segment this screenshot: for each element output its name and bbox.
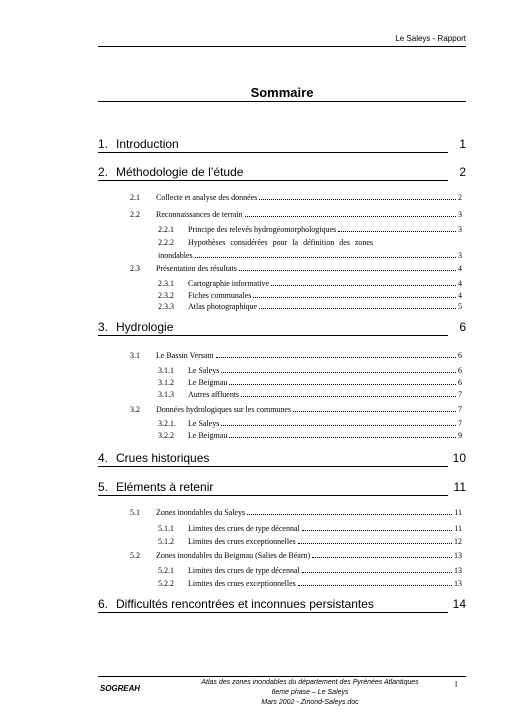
- toc-entry[interactable]: [130, 405, 462, 414]
- chapter-page: 14: [452, 597, 466, 611]
- chapter-title: Méthodologie de l’étude: [116, 165, 244, 179]
- leader-dots: [253, 297, 456, 298]
- entry-page: 6: [458, 351, 462, 360]
- entry-page: 4: [458, 291, 462, 300]
- chapter-title: Difficultés rencontrées et inconnues persistantes: [116, 597, 374, 611]
- entry-number: 2.2: [130, 210, 140, 219]
- toc-entry[interactable]: [130, 508, 462, 517]
- toc-entry[interactable]: [130, 351, 462, 360]
- leader-dots: [229, 437, 456, 438]
- chapter-title: Introduction: [116, 137, 179, 151]
- entry-number: 5.1.1: [158, 524, 174, 533]
- entry-number: 5.2.1: [158, 566, 174, 575]
- entry-number: 2.3: [130, 264, 140, 273]
- entry-page: 5: [458, 302, 462, 311]
- chapter-number: 5.: [98, 480, 109, 494]
- entry-page: 2: [458, 193, 462, 202]
- entry-title: Fiches communales: [188, 291, 252, 300]
- entry-title: Limites des crues de type décennal: [188, 524, 300, 533]
- entry-title: Principe des relevés hydrogéomorphologiques: [188, 225, 337, 234]
- entry-page: 13: [454, 566, 462, 575]
- chapter-page: 11: [453, 480, 466, 494]
- toc-entry[interactable]: [158, 524, 462, 533]
- footer-line-1: Atlas des zones inondables du département des Pyrénées Atlantiques: [201, 679, 419, 686]
- entry-title: Zones inondables du Beigmau (Salies de Béarn): [156, 551, 311, 560]
- page-header: Le Saleys - Rapport: [395, 34, 466, 43]
- toc-entry-continuation[interactable]: [158, 251, 462, 260]
- footer-rule: [98, 676, 466, 677]
- entry-number: 2.3.3: [158, 302, 174, 311]
- leader-dots: [245, 216, 456, 217]
- entry-number: 2.2.1: [158, 225, 174, 234]
- entry-page: 11: [454, 524, 462, 533]
- chapter-underline: [98, 180, 448, 181]
- entry-page: 13: [454, 579, 462, 588]
- logo-text: SOGREAH: [100, 684, 140, 693]
- toc-chapter-1[interactable]: [98, 137, 466, 151]
- entry-number: 2.3.2: [158, 291, 174, 300]
- entry-title: Le Beigmau: [188, 378, 228, 387]
- footer-line-3: Mars 2002 - Zinond-Saleys.doc: [261, 699, 359, 706]
- leader-dots: [239, 270, 456, 271]
- entry-title: Autres affluents: [188, 390, 240, 399]
- toc-chapter-2[interactable]: [98, 165, 466, 179]
- leader-dots: [298, 585, 452, 586]
- leader-dots: [259, 199, 456, 200]
- toc-entry[interactable]: [130, 551, 462, 560]
- toc-entry[interactable]: [158, 566, 462, 575]
- leader-dots: [312, 557, 452, 558]
- entry-number: 3.1.2: [158, 378, 174, 387]
- toc-entry[interactable]: [158, 302, 462, 311]
- leader-dots: [302, 530, 453, 531]
- toc-entry[interactable]: [130, 264, 462, 273]
- entry-title: Le Beigmau: [188, 431, 228, 440]
- chapter-number: 3.: [98, 320, 109, 334]
- chapter-page: 2: [459, 165, 466, 179]
- leader-dots: [338, 231, 456, 232]
- entry-page: 12: [454, 537, 462, 546]
- entry-title: Présentation des résultats: [156, 264, 237, 273]
- entry-number: 5.2: [130, 551, 140, 560]
- toc-entry[interactable]: [130, 193, 462, 202]
- leader-dots: [247, 514, 452, 515]
- entry-page: 3: [458, 210, 462, 219]
- entry-page: 7: [458, 405, 462, 414]
- toc-entry[interactable]: [158, 390, 462, 399]
- footer-line-2: 6eme phase – Le Saleys: [271, 689, 349, 696]
- entry-page: 11: [454, 508, 462, 517]
- chapter-title: Eléments à retenir: [116, 480, 214, 494]
- entry-title: Collecte et analyse des données: [156, 193, 258, 202]
- entry-page: 4: [458, 264, 462, 273]
- toc-entry[interactable]: [158, 279, 462, 288]
- leader-dots: [302, 572, 452, 573]
- entry-title: Atlas photographique: [188, 302, 258, 311]
- entry-title: Le Bassin Versant: [156, 351, 214, 360]
- page-title: Sommaire: [250, 85, 314, 100]
- leader-dots: [221, 372, 456, 373]
- entry-number: 5.2.2: [158, 579, 174, 588]
- chapter-underline: [98, 466, 448, 467]
- entry-title: Le Saleys: [188, 366, 220, 375]
- entry-title: Données hydrologiques sur les communes: [156, 405, 292, 414]
- leader-dots: [221, 425, 456, 426]
- toc-chapter-6[interactable]: [98, 597, 466, 611]
- chapter-title: Hydrologie: [116, 320, 174, 334]
- toc-entry[interactable]: [158, 238, 462, 247]
- chapter-underline: [98, 495, 448, 496]
- chapter-number: 4.: [98, 451, 109, 465]
- toc-entry[interactable]: [158, 291, 462, 300]
- toc-entry[interactable]: [158, 431, 462, 440]
- chapter-number: 6.: [98, 597, 109, 611]
- toc-entry[interactable]: [158, 378, 462, 387]
- entry-number: 2.3.1: [158, 279, 174, 288]
- leader-dots: [271, 285, 456, 286]
- entry-title: Cartographie informative: [188, 279, 270, 288]
- chapter-title: Crues historiques: [116, 451, 210, 465]
- entry-number: 5.1.2: [158, 537, 174, 546]
- leader-dots: [195, 257, 456, 258]
- chapter-underline: [98, 152, 448, 153]
- toc-chapter-4[interactable]: [98, 451, 466, 465]
- entry-page: 6: [458, 366, 462, 375]
- toc-entry[interactable]: [130, 210, 462, 219]
- entry-page: 3: [458, 251, 462, 260]
- entry-page: 13: [454, 551, 462, 560]
- page-number: I: [455, 680, 458, 689]
- entry-title: Limites des crues exceptionnelles: [188, 537, 296, 546]
- chapter-underline: [98, 335, 448, 336]
- entry-page: 6: [458, 378, 462, 387]
- leader-dots: [216, 357, 456, 358]
- header-rule: [98, 46, 466, 47]
- chapter-number: 1.: [98, 137, 109, 151]
- entry-number: 3.1.3: [158, 390, 174, 399]
- toc-entry[interactable]: [158, 579, 462, 588]
- toc-entry[interactable]: [158, 419, 462, 428]
- entry-number: 2.1: [130, 193, 140, 202]
- chapter-number: 2.: [98, 165, 109, 179]
- entry-number: 2.2.2: [158, 238, 174, 247]
- toc-entry[interactable]: [158, 225, 462, 234]
- entry-title: Zones inondables du Saleys: [156, 508, 246, 517]
- company-logo: [100, 683, 140, 693]
- entry-page: 4: [458, 279, 462, 288]
- toc-entry[interactable]: [158, 537, 462, 546]
- entry-title: Hypothèses considérées pour la définition des zones: [188, 238, 374, 247]
- entry-number: 3.2.1.: [158, 419, 176, 428]
- entry-number: 3.2.2: [158, 431, 174, 440]
- title-rule: [98, 101, 466, 102]
- entry-page: 7: [458, 390, 462, 399]
- chapter-page: 1: [459, 137, 466, 151]
- leader-dots: [298, 543, 452, 544]
- entry-page: 7: [458, 419, 462, 428]
- entry-title: Reconnaissances de terrain: [156, 210, 243, 219]
- entry-page: 9: [458, 431, 462, 440]
- leader-dots: [241, 396, 456, 397]
- chapter-page: 10: [452, 451, 466, 465]
- toc-chapter-3[interactable]: [98, 320, 466, 334]
- entry-number: 3.1.1: [158, 366, 174, 375]
- chapter-underline: [98, 612, 448, 613]
- entry-title: inondables: [158, 251, 193, 260]
- entry-title: Limites des crues de type décennal: [188, 566, 300, 575]
- toc-chapter-5[interactable]: [98, 480, 466, 494]
- entry-title: Limites des crues exceptionnelles: [188, 579, 296, 588]
- toc-entry[interactable]: [158, 366, 462, 375]
- leader-dots: [259, 308, 456, 309]
- entry-title: Le Saleys: [188, 419, 220, 428]
- leader-dots: [229, 384, 456, 385]
- entry-number: 3.1: [130, 351, 140, 360]
- chapter-page: 6: [459, 320, 466, 334]
- leader-dots: [293, 411, 456, 412]
- entry-number: 5.1: [130, 508, 140, 517]
- entry-number: 3.2: [130, 405, 140, 414]
- entry-page: 3: [458, 225, 462, 234]
